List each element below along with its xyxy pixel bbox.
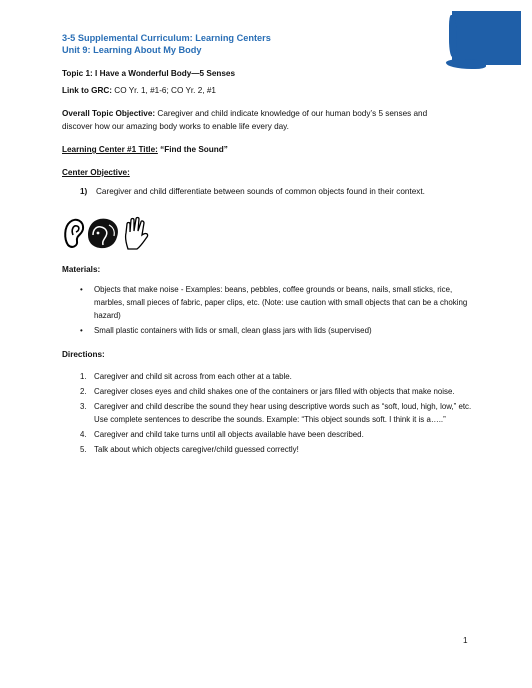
topic-heading: Topic 1: I Have a Wonderful Body—5 Senses [62,69,236,78]
step-text: Caregiver and child describe the sound they hear using descriptive words such as “soft, loud, high, low,” etc. Use complete sentences to describe the sounds. Example: “This object sounds soft. I think it is a…..” [94,402,472,424]
objective-text: Caregiver and child differentiate between sounds of common objects found in their context. [96,187,425,196]
hand-icon [126,218,148,250]
materials-list [80,283,475,339]
senses-icons [62,215,150,253]
step-text: Caregiver and child sit across from each other at a table. [94,372,292,381]
step-text: Talk about which objects caregiver/child guessed correctly! [94,445,299,454]
list-item [80,324,475,337]
overall-text-1: Caregiver and child indicate knowledge of our human body’s 5 senses and [155,109,428,118]
ear-icon [65,220,83,247]
materials-label: Materials: [62,265,101,274]
link-label: Link to GRC: [62,86,113,95]
link-value: CO Yr. 1, #1-6; CO Yr. 2, #1 [112,86,216,95]
list-item [80,443,480,456]
learning-center-title [62,144,228,156]
list-item [80,385,480,398]
step-number: 3. [80,402,87,411]
list-item [80,400,480,426]
step-number: 5. [80,445,87,454]
objective-number: 1) [80,187,88,196]
step-number: 4. [80,430,87,439]
step-number: 2. [80,387,87,396]
overall-label: Overall Topic Objective: [62,109,156,118]
bullet: • [80,326,83,335]
head-icon [88,219,118,249]
step-number: 1. [80,372,87,381]
curriculum-title: 3-5 Supplemental Curriculum: Learning Centers [62,33,271,43]
material-text: Small plastic containers with lids or small, clean glass jars with lids (supervised) [94,326,372,335]
overall-objective-line2: discover how our amazing body works to enable life every day. [62,122,289,131]
step-text: Caregiver closes eyes and child shakes one of the containers or jars filled with objects that make noise. [94,387,455,396]
list-item [80,428,480,441]
directions-list [80,370,480,458]
center-objective-item [80,187,425,196]
unit-title: Unit 9: Learning About My Body [62,45,202,55]
list-item [80,370,480,383]
step-text: Caregiver and child take turns until all objects available have been described. [94,430,364,439]
page-number: 1 [463,636,468,645]
link-line [62,85,216,97]
center-title-value: “Find the Sound” [157,145,228,154]
directions-label: Directions: [62,350,105,359]
overall-objective-line1 [62,108,427,120]
center-title-label: Learning Center #1 Title: [62,145,158,154]
material-text: Objects that make noise - Examples: beans, pebbles, coffee grounds or beans, nails, small sticks, rice, marbles, small pieces of fabric, paper clips, etc. (Note: use caution with small objects that can be a choking hazard) [94,285,468,320]
bullet: • [80,285,83,294]
blue-paint-block [452,11,521,65]
list-item [80,283,475,322]
center-objective-label: Center Objective: [62,168,130,177]
